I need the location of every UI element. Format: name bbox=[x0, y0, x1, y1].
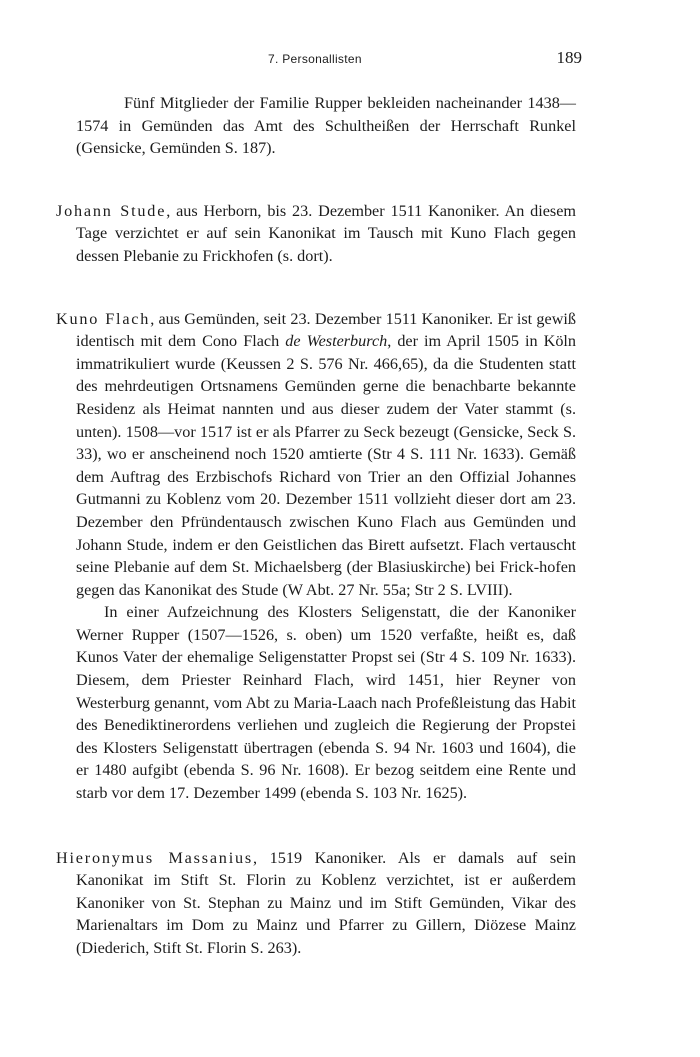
running-title: 7. Personallisten bbox=[268, 52, 362, 66]
entry-kuno-flach bbox=[56, 308, 576, 602]
entry-name: Hieronymus Massanius bbox=[56, 848, 253, 867]
entry-text-part-2: , der im April 1505 in Köln immatrikuliert wurde (Keussen 2 S. 576 Nr. 466,65), da die Studenten statt des mehrdeutigen Ortsnamens Gemünden gerne die benachbarte bekannte Residenz als Heimat nannten und aus dieser zudem der Vater stammt (s. unten). 1508—vor 1517 ist er als Pfarrer zu Seck bezeugt (Gensicke, Seck S. 33), wo er anscheinend noch 1520 amtierte (Str 4 S. 111 Nr. 1633). Gemäß dem Auftrag des Erzbischofs Richard von Trier an den Offizial Johannes Gutmanni zu Koblenz vom 20. Dezember 1511 vollzieht dieser dort am 23. Dezember den Pfründentausch zwischen Kuno Flach aus Gemünden und Johann Stude, indem er den Geistlichen das Birett aufsetzt. Flach vertauscht seine Plebanie auf dem St. Michaelsberg (der Blasiuskirche) bei Frick-hofen gegen das Kanonikat des Stude (W Abt. 27 Nr. 55a; Str 2 S. LVIII). bbox=[76, 332, 576, 599]
entry-text-part-1: , aus Gemünden, seit 23. Dezember 1511 Kanoniker. Er ist gewiß identisch mit dem Cono Flach bbox=[76, 309, 576, 351]
running-header bbox=[56, 0, 582, 78]
entry-name: Kuno Flach bbox=[56, 309, 151, 328]
entry-hieronymus-massanius bbox=[56, 847, 576, 960]
document-page bbox=[56, 0, 582, 960]
entry-johann-stude bbox=[56, 200, 576, 268]
entry-text: , aus Herborn, bis 23. Dezember 1511 Kanoniker. An diesem Tage verzichtet er auf sein Kanonikat im Tausch mit Kuno Flach gegen dessen Plebanie zu Frickhofen (s. dort). bbox=[76, 201, 576, 265]
page-number: 189 bbox=[556, 48, 582, 67]
entry-italic-place: de Westerburch bbox=[285, 332, 388, 351]
intro-paragraph: Fünf Mitglieder der Familie Rupper bekleiden nacheinander 1438—1574 in Gemünden das Amt des Schultheißen der Herrschaft Runkel (Gensicke, Gemünden S. 187). bbox=[76, 94, 576, 158]
entry-kuno-flach-continuation: In einer Aufzeichnung des Klosters Seligenstatt, die der Kanoniker Werner Rupper (1507—1526, s. oben) um 1520 verfaßte, heißt es, daß Kunos Vater der ehemalige Seligenstatter Propst sei (Str 4 S. 109 Nr. 1633). Diesem, dem Priester Reinhard Flach, wird 1451, hier Reyner von Westerburg genannt, vom Abt zu Maria-Laach nach Profeßleistung das Habit des Benediktinerordens verliehen und zugleich die Regierung der Propstei des Klosters Seligenstatt übertragen (ebenda S. 94 Nr. 1603 und 1604), die er 1480 aufgibt (ebenda S. 96 Nr. 1608). Er bezog seitdem eine Rente und starb vor dem 17. Dezember 1499 (ebenda S. 103 Nr. 1625). bbox=[76, 603, 576, 803]
entry-text: , 1519 Kanoniker. Als er damals auf sein Kanonikat im Stift St. Florin zu Koblenz verzichtet, ist er außerdem Kanoniker von St. Stephan zu Mainz und im Stift Gemünden, Vikar des Marienaltars im Dom zu Mainz und Pfarrer zu Gillern, Diözese Mainz (Diederich, Stift St. Florin S. 263). bbox=[76, 848, 576, 957]
entry-name: Johann Stude bbox=[56, 201, 167, 220]
